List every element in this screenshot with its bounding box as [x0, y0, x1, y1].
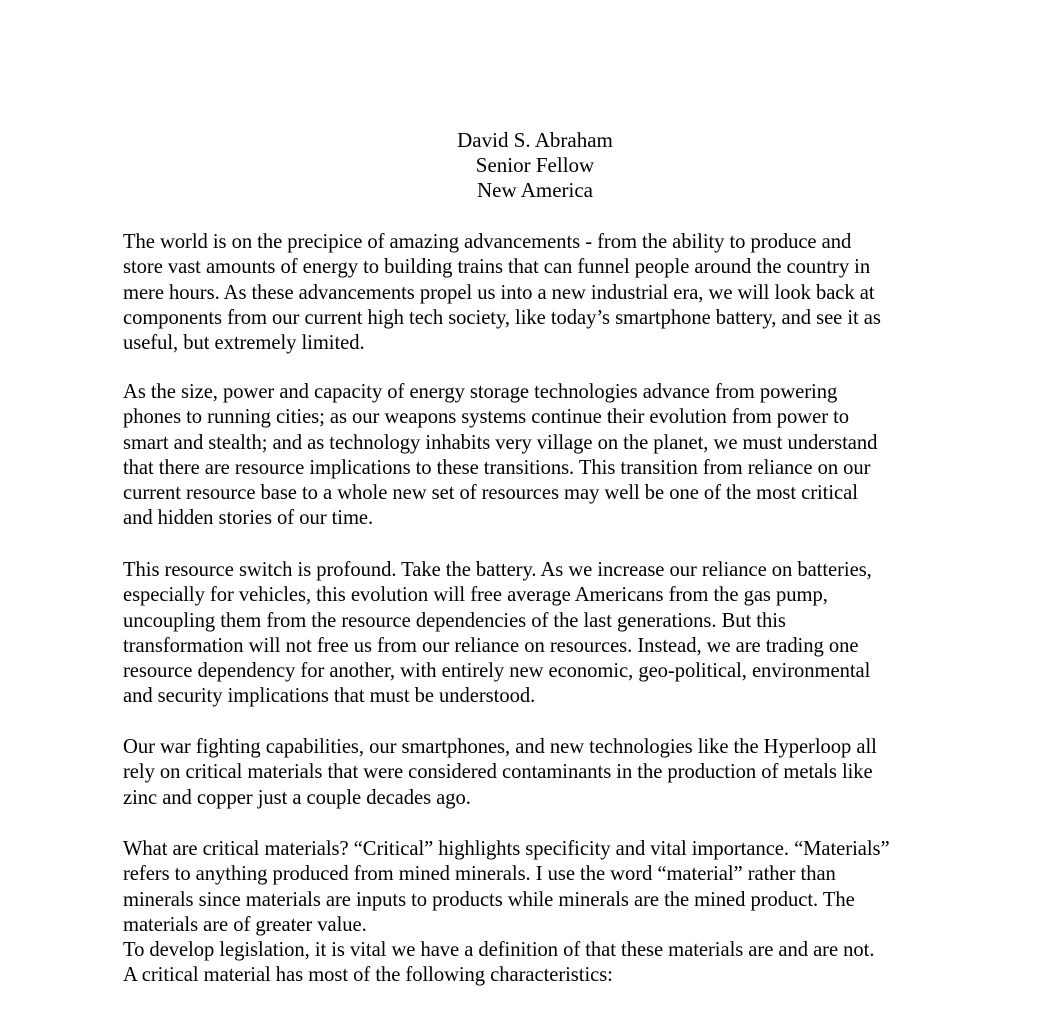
paragraph-line: As the size, power and capacity of energy storage technologies advance from powering: [123, 381, 838, 403]
paragraph-line: Our war fighting capabilities, our smartphones, and new technologies like the Hyperloop all: [123, 736, 877, 758]
author-name: David S. Abraham: [457, 128, 613, 152]
paragraph-line: rely on critical materials that were considered contaminants in the production of metals like: [123, 761, 873, 784]
paragraph-resource-switch: [123, 558, 872, 710]
paragraph-line: smart and stealth; and as technology inhabits very village on the planet, we must understand: [123, 431, 878, 454]
paragraph-line: To develop legislation, it is vital we have a definition of that these materials are and are not.: [123, 939, 875, 961]
paragraph-line: components from our current high tech society, like today’s smartphone battery, and see it as: [123, 306, 881, 329]
paragraph-line: A critical material has most of the following characteristics:: [123, 964, 613, 987]
paragraph-war-fighting: [123, 735, 877, 811]
author-organization: New America: [476, 178, 594, 202]
paragraph-line: and hidden stories of our time.: [123, 507, 374, 530]
paragraph-line: store vast amounts of energy to building trains that can funnel people around the country in: [123, 256, 871, 279]
author-title: Senior Fellow: [475, 153, 595, 177]
paragraph-line: zinc and copper just a couple decades ago.: [123, 786, 471, 809]
paragraph-line: resource dependency for another, with entirely new economic, geo-political, environmental: [123, 660, 871, 683]
paragraph-line: refers to anything produced from mined minerals. I use the word “material” rather than: [123, 863, 836, 886]
paragraph-legislation: [123, 938, 874, 989]
author-header: [0, 128, 1060, 203]
paragraph-line: What are critical materials? “Critical” highlights specificity and vital importance. “Materials”: [123, 838, 890, 860]
paragraph-line: and security implications that must be understood.: [123, 685, 536, 708]
paragraph-critical-materials-definition: [123, 837, 890, 938]
paragraph-advancements: [123, 230, 881, 356]
paragraph-line: This resource switch is profound. Take the battery. As we increase our reliance on batteries,: [123, 559, 872, 581]
paragraph-line: phones to running cities; as our weapons systems continue their evolution from power to: [123, 406, 850, 429]
paragraph-line: current resource base to a whole new set of resources may well be one of the most critical: [123, 482, 858, 505]
paragraph-line: materials are of greater value.: [123, 913, 367, 936]
paragraph-line: minerals since materials are inputs to products while minerals are the mined product. The: [123, 888, 855, 911]
paragraph-line: mere hours. As these advancements propel us into a new industrial era, we will look back at: [123, 281, 875, 304]
paragraph-line: transformation will not free us from our reliance on resources. Instead, we are trading one: [123, 634, 859, 657]
paragraph-line: especially for vehicles, this evolution will free average Americans from the gas pump,: [123, 584, 828, 607]
paragraph-resource-implications: [123, 380, 877, 532]
paragraph-line: useful, but extremely limited.: [123, 332, 365, 355]
paragraph-line: that there are resource implications to these transitions. This transition from reliance on our: [123, 456, 871, 479]
paragraph-line: The world is on the precipice of amazing advancements - from the ability to produce and: [123, 231, 852, 253]
paragraph-line: uncoupling them from the resource dependencies of the last generations. But this: [123, 609, 786, 632]
